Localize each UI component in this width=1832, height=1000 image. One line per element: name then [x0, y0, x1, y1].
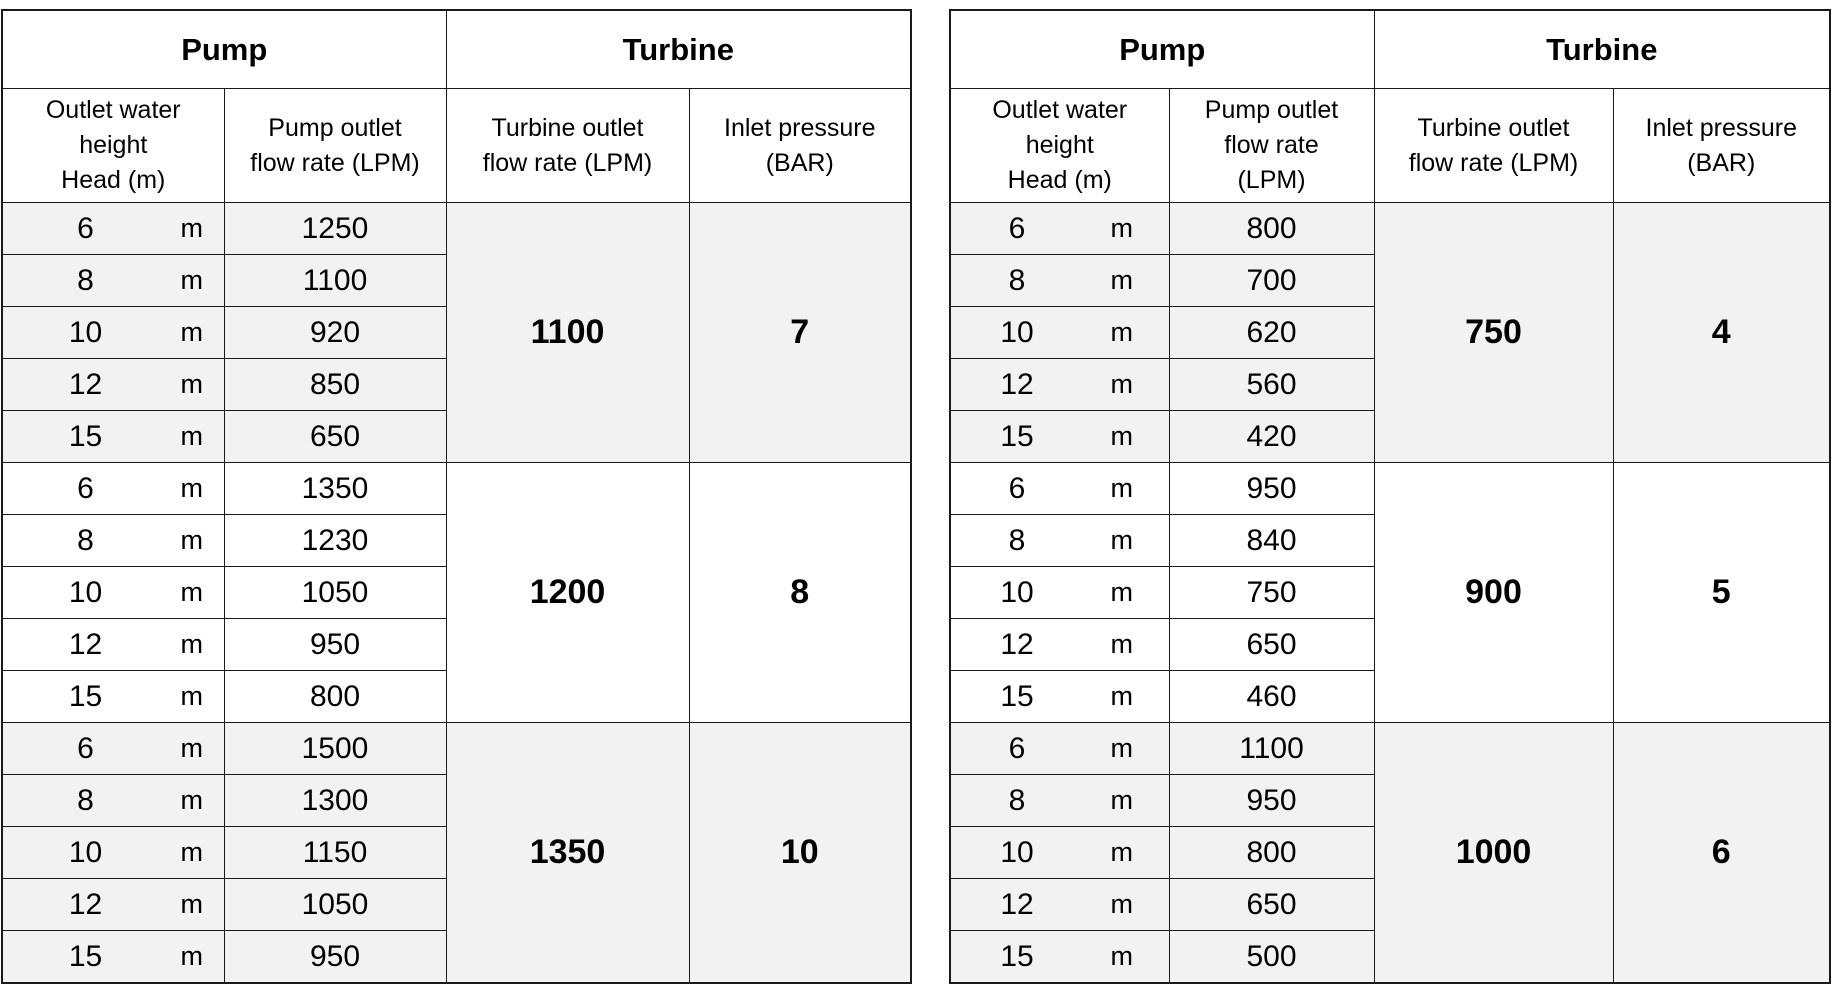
- head-unit-cell: m: [1075, 827, 1169, 879]
- head-value-cell: 12: [950, 359, 1075, 411]
- head-unit-cell: m: [160, 723, 224, 775]
- head-value-cell: 6: [2, 203, 160, 255]
- turbine-flow-cell: 1350: [446, 723, 689, 984]
- head-unit-cell: m: [160, 567, 224, 619]
- head-unit-cell: m: [1075, 515, 1169, 567]
- pump-flow-cell: 1300: [224, 775, 446, 827]
- head-unit-cell: m: [1075, 567, 1169, 619]
- head-unit-cell: m: [160, 359, 224, 411]
- table-row: [2, 723, 911, 775]
- table-row: [950, 723, 1830, 775]
- pump-flow-cell: 950: [1169, 463, 1374, 515]
- pump-flow-cell: 1050: [224, 567, 446, 619]
- pump-group-header: Pump: [2, 10, 446, 89]
- head-value-cell: 12: [2, 879, 160, 931]
- head-unit-cell: m: [1075, 619, 1169, 671]
- head-value-cell: 12: [2, 359, 160, 411]
- inlet-pressure-cell: 6: [1613, 723, 1830, 984]
- head-unit-cell: m: [1075, 307, 1169, 359]
- head-value-cell: 10: [950, 827, 1075, 879]
- head-unit-cell: m: [1075, 203, 1169, 255]
- head-value-cell: 15: [2, 931, 160, 984]
- head-unit-cell: m: [160, 827, 224, 879]
- head-value-cell: 6: [950, 463, 1075, 515]
- inlet-pressure-cell: 4: [1613, 203, 1830, 463]
- pump-flow-cell: 920: [224, 307, 446, 359]
- pump-flow-cell: 1100: [1169, 723, 1374, 775]
- turbine-flow-cell: 1100: [446, 203, 689, 463]
- head-unit-cell: m: [160, 203, 224, 255]
- inlet-pressure-column-header: Inlet pressure (BAR): [689, 89, 911, 203]
- head-value-cell: 15: [950, 931, 1075, 984]
- head-unit-cell: m: [1075, 879, 1169, 931]
- inlet-pressure-cell: 5: [1613, 463, 1830, 723]
- head-unit-cell: m: [1075, 411, 1169, 463]
- pump-flow-cell: 800: [1169, 203, 1374, 255]
- head-unit-cell: m: [1075, 671, 1169, 723]
- head-value-cell: 12: [950, 619, 1075, 671]
- pump-flow-cell: 650: [224, 411, 446, 463]
- inlet-pressure-cell: 10: [689, 723, 911, 984]
- pump-flow-cell: 1230: [224, 515, 446, 567]
- pump-flow-cell: 650: [1169, 879, 1374, 931]
- head-unit-cell: m: [160, 931, 224, 984]
- head-unit-cell: m: [1075, 255, 1169, 307]
- head-unit-cell: m: [160, 619, 224, 671]
- head-value-cell: 15: [2, 671, 160, 723]
- head-unit-cell: m: [1075, 723, 1169, 775]
- pump-flow-cell: 950: [224, 931, 446, 984]
- pump-flow-cell: 950: [1169, 775, 1374, 827]
- pump-flow-cell: 500: [1169, 931, 1374, 984]
- table-row: [950, 203, 1830, 255]
- head-column-header: Outlet water height Head (m): [950, 89, 1169, 203]
- head-value-cell: 6: [2, 723, 160, 775]
- pump-group-header: Pump: [950, 10, 1374, 89]
- pump-turbine-table-right: [949, 9, 1831, 984]
- turbine-flow-cell: 750: [1374, 203, 1613, 463]
- head-value-cell: 8: [950, 775, 1075, 827]
- head-value-cell: 15: [2, 411, 160, 463]
- head-value-cell: 15: [950, 671, 1075, 723]
- turbine-flow-column-header: Turbine outlet flow rate (LPM): [446, 89, 689, 203]
- table-row: [950, 463, 1830, 515]
- head-value-cell: 10: [2, 827, 160, 879]
- head-unit-cell: m: [160, 671, 224, 723]
- pump-flow-cell: 800: [224, 671, 446, 723]
- table-row: [2, 463, 911, 515]
- head-unit-cell: m: [1075, 775, 1169, 827]
- inlet-pressure-cell: 7: [689, 203, 911, 463]
- head-value-cell: 6: [950, 723, 1075, 775]
- pump-turbine-table-left: [1, 9, 912, 984]
- head-value-cell: 8: [2, 515, 160, 567]
- pump-flow-cell: 420: [1169, 411, 1374, 463]
- head-value-cell: 10: [950, 307, 1075, 359]
- head-value-cell: 8: [2, 775, 160, 827]
- pump-flow-cell: 700: [1169, 255, 1374, 307]
- pump-flow-cell: 1250: [224, 203, 446, 255]
- head-value-cell: 10: [2, 307, 160, 359]
- pump-flow-cell: 560: [1169, 359, 1374, 411]
- turbine-flow-cell: 900: [1374, 463, 1613, 723]
- turbine-group-header: Turbine: [446, 10, 911, 89]
- inlet-pressure-column-header: Inlet pressure (BAR): [1613, 89, 1830, 203]
- head-unit-cell: m: [1075, 931, 1169, 984]
- head-value-cell: 8: [950, 255, 1075, 307]
- head-unit-cell: m: [1075, 463, 1169, 515]
- head-unit-cell: m: [160, 879, 224, 931]
- pump-flow-cell: 1150: [224, 827, 446, 879]
- pump-flow-cell: 840: [1169, 515, 1374, 567]
- pump-flow-column-header: Pump outlet flow rate (LPM): [224, 89, 446, 203]
- pump-flow-cell: 1100: [224, 255, 446, 307]
- table-body: [2, 203, 911, 984]
- head-value-cell: 15: [950, 411, 1075, 463]
- head-value-cell: 6: [2, 463, 160, 515]
- turbine-flow-column-header: Turbine outlet flow rate (LPM): [1374, 89, 1613, 203]
- turbine-group-header: Turbine: [1374, 10, 1830, 89]
- pump-flow-column-header: Pump outlet flow rate (LPM): [1169, 89, 1374, 203]
- head-unit-cell: m: [160, 775, 224, 827]
- head-value-cell: 10: [950, 567, 1075, 619]
- head-unit-cell: m: [160, 255, 224, 307]
- head-unit-cell: m: [160, 463, 224, 515]
- head-unit-cell: m: [1075, 359, 1169, 411]
- head-unit-cell: m: [160, 307, 224, 359]
- head-value-cell: 8: [950, 515, 1075, 567]
- head-value-cell: 6: [950, 203, 1075, 255]
- table-row: [2, 203, 911, 255]
- pump-flow-cell: 1050: [224, 879, 446, 931]
- pump-flow-cell: 800: [1169, 827, 1374, 879]
- head-value-cell: 8: [2, 255, 160, 307]
- turbine-flow-cell: 1200: [446, 463, 689, 723]
- head-column-header: Outlet water height Head (m): [2, 89, 224, 203]
- pump-flow-cell: 850: [224, 359, 446, 411]
- table-body: [950, 203, 1830, 984]
- pump-flow-cell: 650: [1169, 619, 1374, 671]
- head-unit-cell: m: [160, 515, 224, 567]
- pump-flow-cell: 750: [1169, 567, 1374, 619]
- pump-flow-cell: 950: [224, 619, 446, 671]
- head-value-cell: 10: [2, 567, 160, 619]
- pump-flow-cell: 460: [1169, 671, 1374, 723]
- head-value-cell: 12: [950, 879, 1075, 931]
- head-value-cell: 12: [2, 619, 160, 671]
- pump-flow-cell: 620: [1169, 307, 1374, 359]
- head-unit-cell: m: [160, 411, 224, 463]
- turbine-flow-cell: 1000: [1374, 723, 1613, 984]
- inlet-pressure-cell: 8: [689, 463, 911, 723]
- pump-flow-cell: 1500: [224, 723, 446, 775]
- pump-flow-cell: 1350: [224, 463, 446, 515]
